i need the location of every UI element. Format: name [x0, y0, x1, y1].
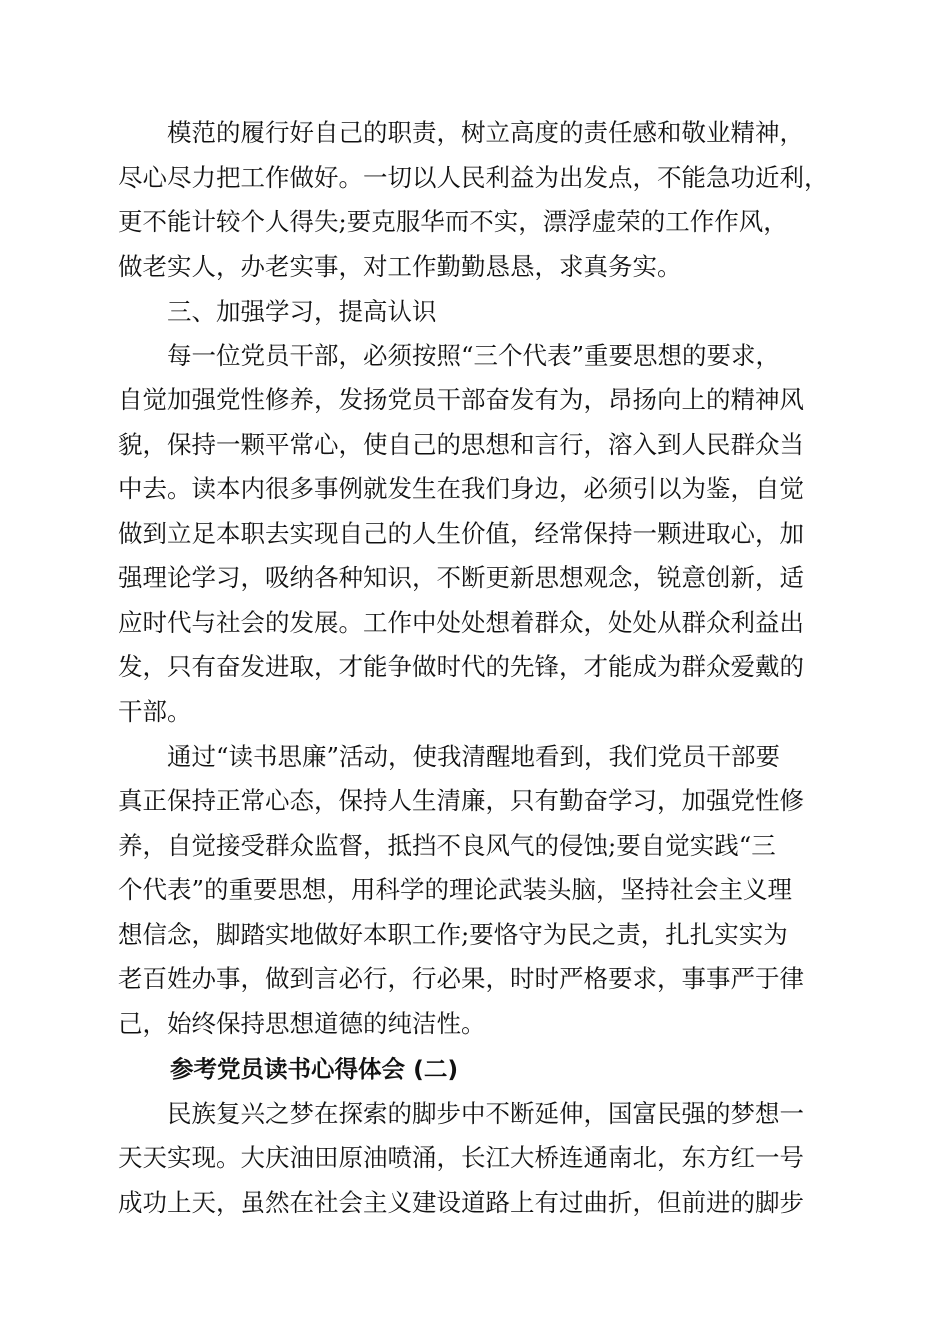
para3-line-4: 个代表”的重要思想，用科学的理论武装头脑，坚持社会主义理 [118, 875, 793, 904]
para4-line-1: 民族复兴之梦在探索的脚步中不断延伸，国富民强的梦想一 [167, 1099, 804, 1128]
para3-line-6: 老百姓办事，做到言必行，行必果，时时严格要求，事事严于律 [118, 964, 804, 993]
para2-line-2: 自觉加强党性修养，发扬党员干部奋发有为，昂扬向上的精神风 [118, 385, 804, 414]
para4-line-2: 天天实现。大庆油田原油喷涌，长江大桥连通南北，东方红一号 [118, 1143, 804, 1172]
para2-line-4: 中去。读本内很多事例就发生在我们身边，必须引以为鉴，自觉 [118, 474, 804, 503]
para2-line-6: 强理论学习，吸纳各种知识，不断更新思想观念，锐意创新，适 [118, 563, 804, 592]
para2-line-8: 发，只有奋发进取，才能争做时代的先锋，才能成为群众爱戴的 [118, 652, 804, 681]
para1-line-1: 模范的履行好自己的职责，树立高度的责任感和敬业精神， [167, 118, 804, 147]
para2-line-5: 做到立足本职去实现自己的人生价值，经常保持一颗进取心，加 [118, 519, 804, 548]
para3-line-2: 真正保持正常心态，保持人生清廉，只有勤奋学习，加强党性修 [118, 786, 804, 815]
para1-line-3: 更不能计较个人得失;要克服华而不实，漂浮虚荣的工作作风， [118, 207, 788, 236]
para2-line-9: 干部。 [118, 697, 192, 726]
para3-line-3: 养，自觉接受群众监督，抵挡不良风气的侵蚀;要自觉实践“三 [118, 831, 776, 860]
para2-line-3: 貌，保持一颗平常心，使自己的思想和言行，溶入到人民群众当 [118, 430, 804, 459]
para1-line-4: 做老实人，办老实事，对工作勤勤恳恳，求真务实。 [118, 252, 682, 281]
para3-line-1: 通过“读书思廉”活动，使我清醒地看到，我们党员干部要 [167, 742, 781, 771]
para3-line-7: 己，始终保持思想道德的纯洁性。 [118, 1009, 486, 1038]
para2-line-7: 应时代与社会的发展。工作中处处想着群众，处处从群众利益出 [118, 608, 804, 637]
para3-line-5: 想信念，脚踏实地做好本职工作;要恪守为民之责，扎扎实实为 [118, 920, 788, 949]
para1-line-2: 尽心尽力把工作做好。一切以人民利益为出发点，不能急功近利， [118, 163, 829, 192]
section-heading: 三、加强学习，提高认识 [167, 297, 437, 326]
article-title: 参考党员读书心得体会 (二) [170, 1055, 459, 1083]
para4-line-3: 成功上天，虽然在社会主义建设道路上有过曲折，但前进的脚步 [118, 1188, 804, 1217]
para2-line-1: 每一位党员干部，必须按照“三个代表”重要思想的要求， [167, 341, 781, 370]
